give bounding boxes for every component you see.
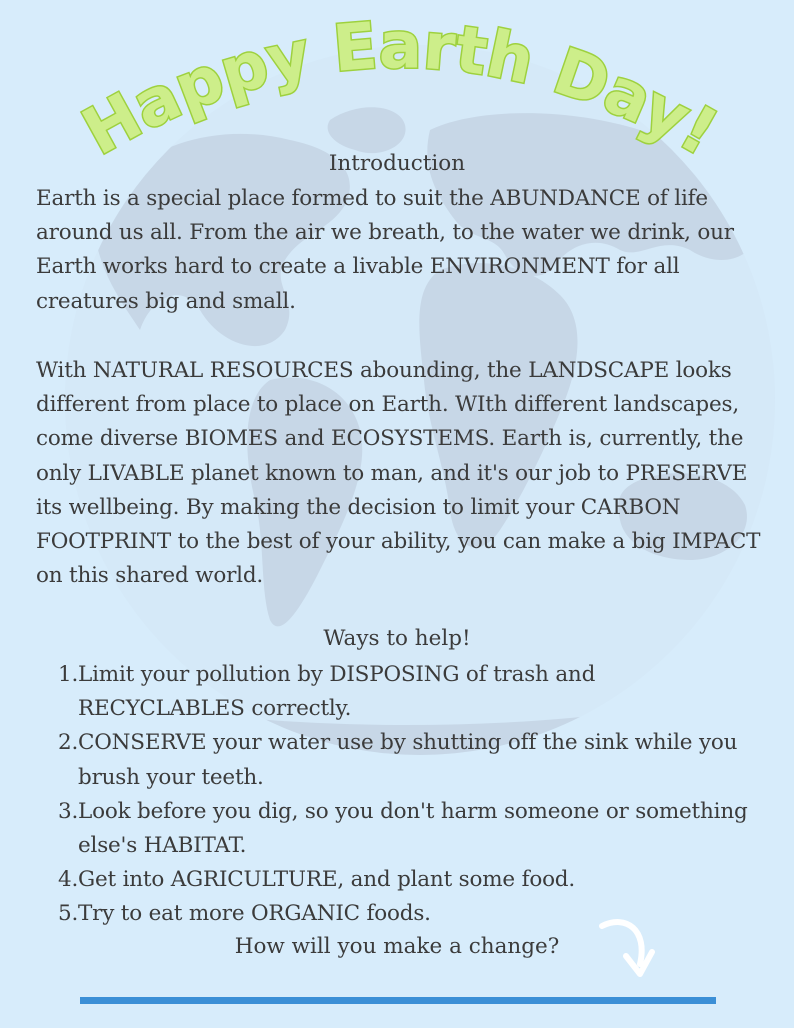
list-item: [44, 726, 764, 794]
introduction-heading-text: Introduction: [328, 151, 466, 176]
list-item: [44, 795, 764, 863]
list-item-text: CONSERVE your water use by shutting off the sink while you brush your teeth.: [78, 730, 738, 790]
ways-to-help-list: [44, 658, 764, 932]
list-item-text: Look before you dig, so you don't harm someone or something else's HABITAT.: [78, 798, 748, 859]
curved-arrow-down-icon: [596, 912, 656, 982]
closing-question: How will you make a change?: [234, 934, 560, 959]
list-item-number: 2.: [58, 730, 79, 756]
introduction-heading: [0, 147, 794, 181]
list-item: [44, 658, 764, 726]
list-item-text: Limit your pollution by DISPOSING of trash and RECYCLABLES correctly.: [78, 662, 596, 722]
introduction-paragraph-1: Earth is a special place formed to suit the ABUNDANCE of life around us all. From the air we breath, to the water we drink, our Earth works hard to create a livable ENVIRONMENT for all creatures big and small.: [36, 186, 734, 314]
list-item-text: Get into AGRICULTURE, and plant some food.: [78, 867, 576, 893]
ways-to-help-heading: Ways to help!: [323, 626, 471, 651]
introduction-paragraph-2: With NATURAL RESOURCES abounding, the LANDSCAPE looks different from place to place on Earth. WIth different landscapes, come diverse BIOMES and ECOSYSTEMS. Earth is, currently, the only LIVABLE planet known to man, and it's our job to PRESERVE its wellbeing. By making the decision to limit your CARBON FOOTPRINT to the best of your ability, you can make a big IMPACT on this shared world.: [36, 358, 761, 589]
list-item-number: 1.: [58, 662, 79, 687]
list-item-number: 3.: [58, 798, 79, 824]
bottom-divider: [80, 997, 716, 1004]
list-item: [44, 863, 764, 897]
list-item-number: 5.: [58, 901, 79, 927]
title-text: Happy Earth Day!: [71, 9, 730, 171]
list-item: [44, 897, 764, 931]
list-item-text: Try to eat more ORGANIC foods.: [78, 901, 431, 927]
list-item-number: 4.: [58, 867, 79, 893]
